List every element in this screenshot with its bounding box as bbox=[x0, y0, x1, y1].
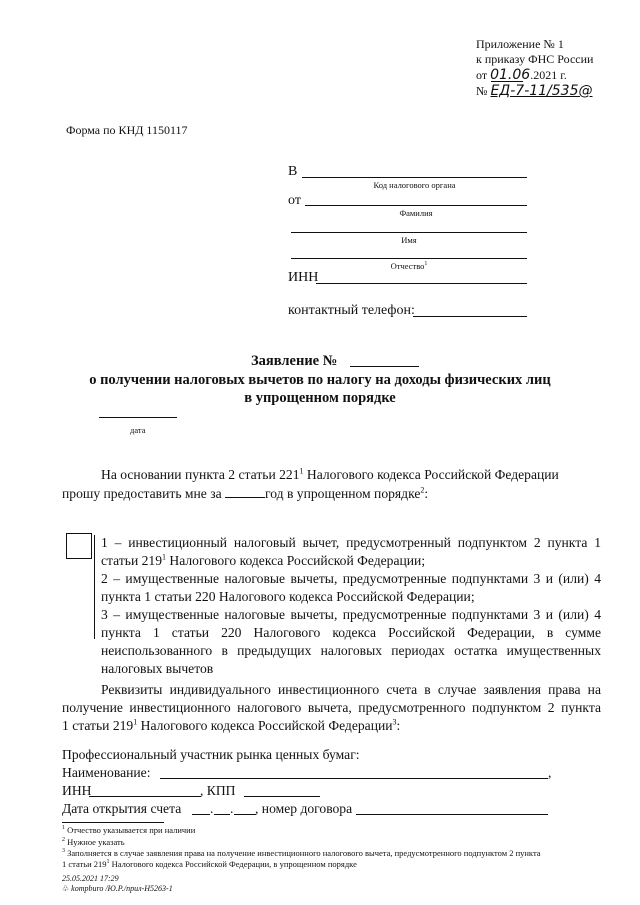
footnote-3-line1 bbox=[62, 848, 541, 858]
iis-line3-a: 1 статьи 219 bbox=[62, 718, 134, 733]
title-line1: Заявление № bbox=[251, 353, 338, 369]
patronymic-field[interactable] bbox=[291, 258, 527, 259]
footnote-3-line2 bbox=[62, 859, 357, 869]
surname-caption: Фамилия bbox=[399, 208, 433, 218]
option-3-text-3: неиспользованного в предыдущих налоговых периодах остатка имущественных bbox=[101, 643, 601, 658]
intro-line2-c: : bbox=[424, 486, 429, 501]
intro-line2-b: год в упрощенном порядке bbox=[265, 486, 421, 501]
iis-line1-text: Реквизиты индивидуального инвестиционного счета в случае заявления права на bbox=[101, 682, 601, 697]
form-code: Форма по КНД 1150117 bbox=[66, 123, 188, 137]
participant-inn-field[interactable] bbox=[89, 796, 201, 797]
deduction-type-checkbox[interactable] bbox=[66, 533, 92, 559]
option-1-line2 bbox=[101, 553, 425, 569]
options-bracket bbox=[94, 535, 97, 639]
appendix-date-handwritten: 01.06 bbox=[490, 67, 531, 83]
participant-kpp-field[interactable] bbox=[244, 796, 320, 797]
footnote-2-text: Нужное указать bbox=[67, 837, 125, 847]
footnote-2-mark: 2 bbox=[62, 837, 65, 844]
patronymic-caption-text: Отчество bbox=[390, 261, 425, 271]
open-date-dot1: . bbox=[210, 801, 214, 816]
option-2-text: 2 – имущественные налоговые вычеты, предусмотренные подпунктами 3 и (или) 4 bbox=[101, 571, 601, 586]
option-3-line2 bbox=[101, 625, 601, 641]
patronymic-caption bbox=[291, 261, 527, 271]
open-date-year-field[interactable] bbox=[234, 814, 256, 815]
iis-line2 bbox=[62, 700, 601, 716]
participant-inn-label: ИНН bbox=[62, 783, 92, 798]
title-line3: в упрощенном порядке bbox=[244, 390, 396, 406]
option-2-line1 bbox=[101, 571, 601, 587]
open-date-label: Дата открытия счета bbox=[62, 801, 182, 816]
footnote-3-line2-sup: 1 bbox=[106, 859, 110, 866]
footnote-3-line2-b: Налогового кодекса Российской Федерации, в упрощенном порядке bbox=[109, 859, 357, 869]
appendix-number-prefix: № bbox=[476, 84, 488, 98]
participant-name-field[interactable] bbox=[160, 778, 548, 779]
from-label: от bbox=[288, 193, 301, 208]
date-field[interactable] bbox=[99, 417, 177, 418]
iis-line2-text: получение инвестиционного налогового вычета, предусмотренного подпунктом 2 пункта bbox=[62, 700, 601, 715]
date-caption: дата bbox=[130, 425, 146, 435]
print-stamp-date: 25.05.2021 17:29 bbox=[62, 874, 119, 883]
intro-line1 bbox=[101, 467, 559, 483]
application-number-field[interactable] bbox=[350, 366, 419, 367]
participant-kpp-label: , КПП bbox=[200, 783, 236, 798]
footnote-3-mark: 3 bbox=[62, 848, 65, 855]
to-label: В bbox=[288, 164, 298, 179]
iis-line1 bbox=[101, 682, 601, 698]
intro-line2 bbox=[62, 486, 428, 502]
footnote-1 bbox=[62, 825, 195, 835]
iis-line3-sup2: 3 bbox=[392, 717, 397, 727]
iis-line3 bbox=[62, 718, 400, 734]
open-date-month-field[interactable] bbox=[214, 814, 230, 815]
appendix-date-suffix: .2021 г. bbox=[530, 68, 567, 82]
option-2-line2: пункта 1 статьи 220 Налогового кодекса Российской Федерации; bbox=[101, 589, 475, 604]
iis-line3-c: : bbox=[396, 718, 401, 733]
option-3-line3 bbox=[101, 643, 601, 659]
inn-label: ИНН bbox=[288, 270, 319, 285]
intro-line1-sup: 1 bbox=[299, 466, 304, 476]
inn-field[interactable] bbox=[316, 283, 527, 284]
tax-office-field[interactable] bbox=[302, 177, 527, 178]
option-3-line4: налоговых вычетов bbox=[101, 661, 214, 676]
intro-line1-a: На основании пункта 2 статьи 221 bbox=[101, 467, 300, 482]
option-1-line2-a: статьи 219 bbox=[101, 553, 163, 568]
participant-heading: Профессиональный участник рынка ценных бумаг: bbox=[62, 747, 360, 762]
contract-label: , номер договора bbox=[255, 801, 353, 816]
phone-label: контактный телефон: bbox=[288, 303, 415, 318]
appendix-line1: Приложение № 1 bbox=[476, 37, 564, 51]
footnote-2 bbox=[62, 837, 125, 847]
print-stamp-file-text: kompburo /Ю.Р./прил-Н5263-1 bbox=[71, 884, 173, 893]
year-field[interactable] bbox=[225, 497, 265, 498]
print-stamp-icon: ♧ bbox=[62, 884, 70, 893]
contract-number-field[interactable] bbox=[356, 814, 548, 815]
iis-line3-b: Налогового кодекса Российской Федерации bbox=[137, 718, 393, 733]
footnote-1-text: Отчество указывается при наличии bbox=[67, 825, 196, 835]
open-date-dot2: . bbox=[230, 801, 234, 816]
footnote-1-mark: 1 bbox=[62, 825, 65, 832]
appendix-date-prefix: от bbox=[476, 68, 488, 82]
appendix-number bbox=[476, 83, 593, 99]
iis-line3-sup: 1 bbox=[133, 717, 138, 727]
tax-office-caption: Код налогового органа bbox=[373, 180, 456, 190]
appendix-line2: к приказу ФНС России bbox=[476, 52, 594, 66]
patronymic-footnote-ref: 1 bbox=[424, 261, 428, 268]
option-1-line2-sup: 1 bbox=[162, 552, 167, 562]
participant-name-comma: , bbox=[548, 765, 552, 780]
option-1-line1 bbox=[101, 535, 601, 551]
appendix-date-underline bbox=[491, 81, 523, 82]
title-line2: о получении налоговых вычетов по налогу на доходы физических лиц bbox=[89, 372, 551, 388]
option-1-line2-b: Налогового кодекса Российской Федерации; bbox=[166, 553, 426, 568]
open-date-day-field[interactable] bbox=[192, 814, 210, 815]
name-field[interactable] bbox=[291, 232, 527, 233]
footnote-3-text: Заполняется в случае заявления права на получение инвестиционного налогового вычета, предусмотренного подпунктом 2 пункта bbox=[67, 848, 541, 858]
participant-name-label: Наименование: bbox=[62, 765, 151, 780]
intro-line1-b: Налогового кодекса Российской Федерации bbox=[303, 467, 559, 482]
footnote-3-line2-a: 1 статьи 219 bbox=[62, 859, 107, 869]
option-1-text: 1 – инвестиционный налоговый вычет, предусмотренный подпунктом 2 пункта 1 bbox=[101, 535, 601, 550]
option-3-text-2: пункта 1 статьи 220 Налогового кодекса Российской Федерации, в сумме bbox=[101, 625, 601, 640]
appendix-number-handwritten: ЕД-7-11/535@ bbox=[490, 83, 593, 99]
intro-line2-a: прошу предоставить мне за bbox=[62, 486, 226, 501]
print-stamp-file bbox=[62, 884, 173, 893]
phone-field[interactable] bbox=[413, 316, 527, 317]
name-caption: Имя bbox=[401, 235, 417, 245]
option-3-line1 bbox=[101, 607, 601, 623]
surname-field[interactable] bbox=[305, 205, 527, 206]
footnote-separator bbox=[62, 822, 164, 823]
option-3-text: 3 – имущественные налоговые вычеты, предусмотренные подпунктами 3 и (или) 4 bbox=[101, 607, 601, 622]
intro-line2-sup: 2 bbox=[420, 485, 425, 495]
